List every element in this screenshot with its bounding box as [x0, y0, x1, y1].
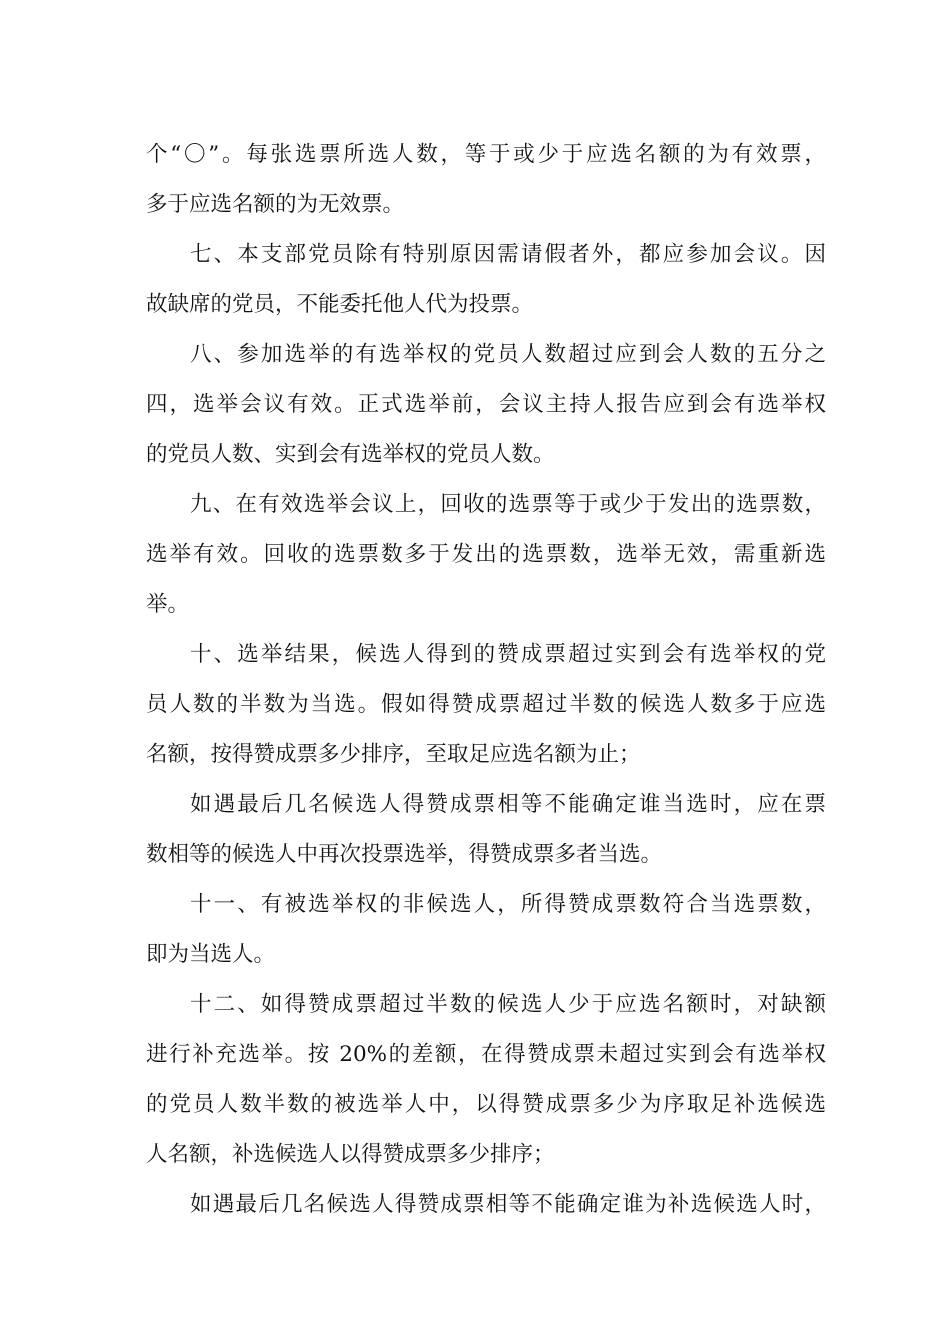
text-line: 员人数的半数为当选。假如得赞成票超过半数的候选人数多于应选 — [146, 692, 826, 717]
text-line: 四，选举会议有效。正式选举前，会议主持人报告应到会有选举权 — [146, 392, 826, 417]
paragraph-start-line: 八、参加选举的有选举权的党员人数超过应到会人数的五分之 — [190, 342, 826, 367]
text-line: 名额，按得赞成票多少排序，至取足应选名额为止； — [146, 742, 641, 767]
text-line: 的党员人数、实到会有选举权的党员人数。 — [146, 442, 555, 467]
text-line: 举。 — [146, 592, 190, 617]
text-line: 人名额，补选候选人以得赞成票多少排序； — [146, 1142, 555, 1167]
paragraph-start-line: 如遇最后几名候选人得赞成票相等不能确定谁为补选候选人时， — [190, 1192, 826, 1217]
paragraph-start-line: 十、选举结果，候选人得到的赞成票超过实到会有选举权的党 — [190, 642, 826, 667]
paragraph-start-line: 十二、如得赞成票超过半数的候选人少于应选名额时，对缺额 — [190, 992, 826, 1017]
text-line: 进行补充选举。按 20%的差额，在得赞成票未超过实到会有选举权 — [146, 1042, 826, 1067]
text-line: 个“〇”。每张选票所选人数，等于或少于应选名额的为有效票， — [146, 142, 826, 167]
text-line: 选举有效。回收的选票数多于发出的选票数，选举无效，需重新选 — [146, 542, 826, 567]
text-line: 数相等的候选人中再次投票选举，得赞成票多者当选。 — [146, 842, 663, 867]
paragraph-start-line: 九、在有效选举会议上，回收的选票等于或少于发出的选票数， — [190, 492, 826, 517]
paragraph-start-line: 如遇最后几名候选人得赞成票相等不能确定谁当选时，应在票 — [190, 792, 826, 817]
paragraph-start-line: 十一、有被选举权的非候选人，所得赞成票数符合当选票数， — [190, 892, 826, 917]
text-line: 故缺席的党员，不能委托他人代为投票。 — [146, 292, 534, 317]
document-body — [146, 130, 826, 1230]
text-line: 即为当选人。 — [146, 942, 276, 967]
paragraph-start-line: 七、本支部党员除有特别原因需请假者外，都应参加会议。因 — [190, 242, 826, 267]
text-line: 的党员人数半数的被选举人中，以得赞成票多少为序取足补选候选 — [146, 1092, 826, 1117]
text-line: 多于应选名额的为无效票。 — [146, 192, 405, 217]
